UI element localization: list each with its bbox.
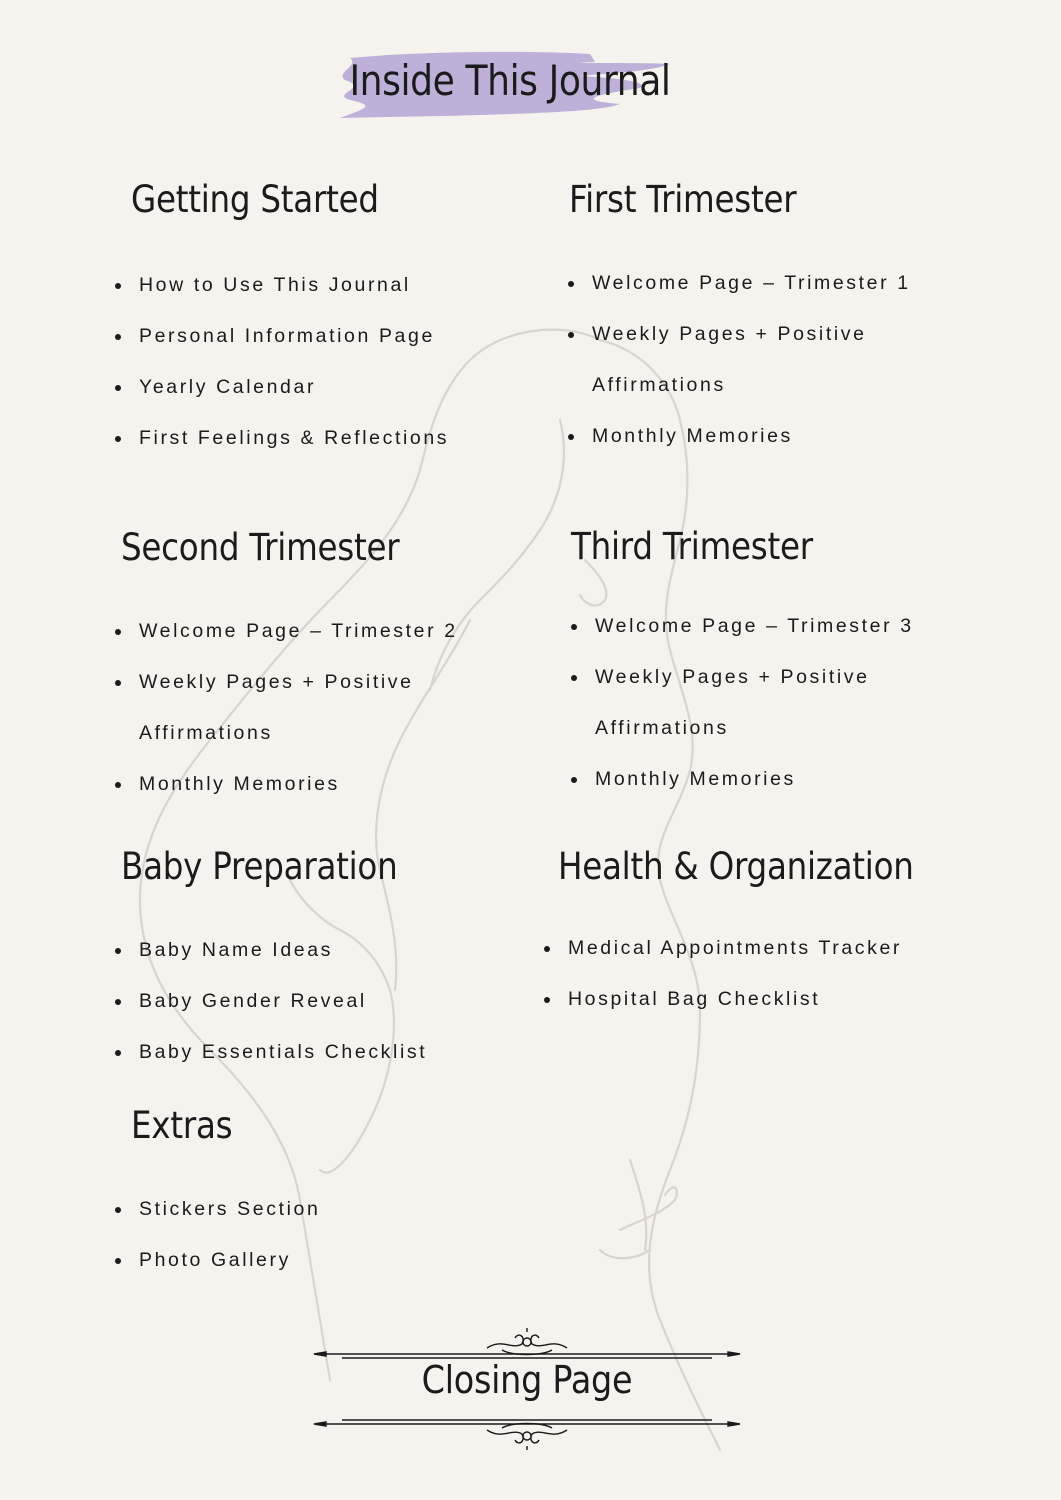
list-item: Hospital Bag Checklist xyxy=(544,974,902,1025)
list-item: Photo Gallery xyxy=(115,1235,320,1286)
section-list xyxy=(115,925,427,1078)
list-item: Weekly Pages + Positive Affirmations xyxy=(571,652,891,754)
list-item: Personal Information Page xyxy=(115,311,449,362)
page-title: Inside This Journal xyxy=(349,56,671,105)
list-item: Monthly Memories xyxy=(568,411,888,462)
list-item: Welcome Page – Trimester 3 xyxy=(571,601,891,652)
section-list xyxy=(544,923,902,1025)
section-list xyxy=(568,258,911,462)
list-item: Stickers Section xyxy=(115,1184,320,1235)
section-getting-started xyxy=(131,178,450,449)
section-heading: Health & Organization xyxy=(558,845,914,888)
section-first-trimester xyxy=(569,178,911,447)
list-item: How to Use This Journal xyxy=(115,260,449,311)
section-list xyxy=(571,601,914,805)
list-item: Baby Name Ideas xyxy=(115,925,427,976)
section-health-organization xyxy=(558,845,962,1010)
section-heading: Third Trimester xyxy=(571,525,813,568)
section-heading: Extras xyxy=(131,1104,233,1147)
closing-page-title: Closing Page xyxy=(421,1358,633,1402)
list-item: Baby Essentials Checklist xyxy=(115,1027,427,1078)
list-item: Monthly Memories xyxy=(115,759,435,810)
list-item: Monthly Memories xyxy=(571,754,891,805)
closing-page-banner xyxy=(312,1326,742,1456)
list-item: Weekly Pages + Positive Affirmations xyxy=(115,657,435,759)
section-heading: Baby Preparation xyxy=(121,845,398,888)
list-item: Medical Appointments Tracker xyxy=(544,923,902,974)
section-second-trimester xyxy=(121,526,458,795)
section-baby-preparation xyxy=(121,845,435,1063)
list-item: First Feelings & Reflections xyxy=(115,413,449,464)
list-item: Baby Gender Reveal xyxy=(115,976,427,1027)
list-item: Welcome Page – Trimester 2 xyxy=(115,606,435,657)
section-extras xyxy=(131,1104,321,1271)
section-list xyxy=(115,1184,320,1286)
section-list xyxy=(115,606,458,810)
list-item: Weekly Pages + Positive Affirmations xyxy=(568,309,888,411)
title-banner xyxy=(320,44,700,124)
section-heading: Second Trimester xyxy=(121,526,400,569)
section-list xyxy=(115,260,449,464)
section-heading: Getting Started xyxy=(131,178,379,221)
section-heading: First Trimester xyxy=(569,178,797,221)
list-item: Yearly Calendar xyxy=(115,362,449,413)
section-third-trimester xyxy=(571,525,914,790)
list-item: Welcome Page – Trimester 1 xyxy=(568,258,888,309)
